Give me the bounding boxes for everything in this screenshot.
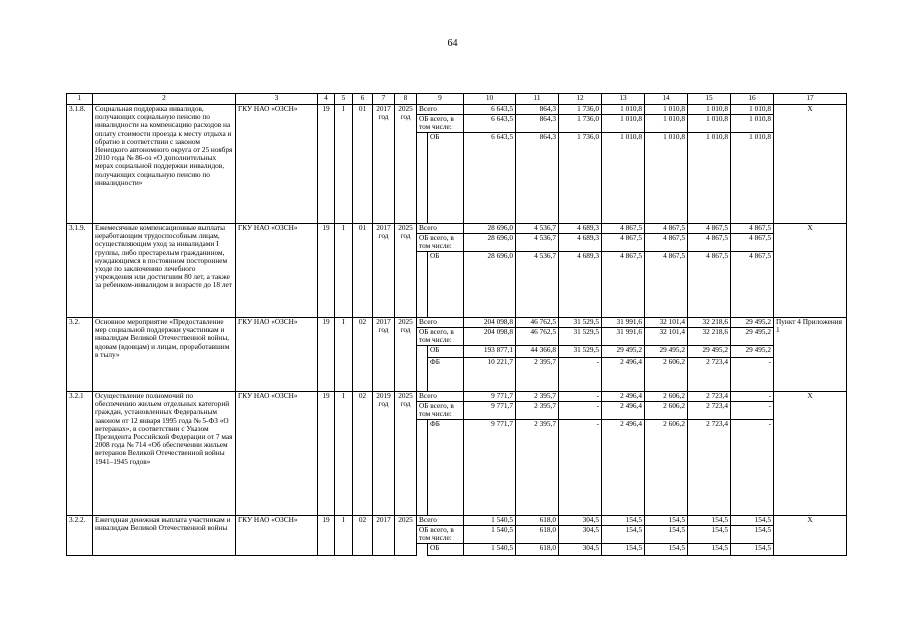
header-cell: 4	[318, 94, 335, 105]
amount-cell: 2 496,4	[602, 392, 645, 402]
amount-cell: 4 867,5	[731, 234, 774, 252]
funding-source-label: ОБ	[428, 346, 464, 358]
amount-cell: -	[731, 358, 774, 392]
code-cell: 19	[318, 516, 335, 556]
table-row	[67, 318, 847, 328]
page-number: 64	[447, 38, 458, 49]
amount-cell: 4 867,5	[645, 224, 688, 234]
code-cell: I	[335, 516, 353, 556]
reference-cell: Х	[774, 105, 847, 224]
header-cell: 15	[688, 94, 731, 105]
header-cell: 7	[373, 94, 395, 105]
row-number: 3.1.9.	[67, 224, 93, 318]
reference-cell: Х	[774, 392, 847, 516]
amount-cell: 618,0	[516, 526, 559, 544]
start-year: 2017 год	[373, 318, 395, 392]
measure-name: Ежемесячные компенсационные выплаты неработающим трудоспособным лицам, осуществляющим уход за инвалидами I группы, либо престарелым гражданином, нуждающимся в постоянном постороннем уходе по заключению лечебного учреждения или достигшим 80 лет, а также за ребенком-инвалидом в возрасте до 18 лет	[93, 224, 236, 318]
funding-source-label: ОБ всего, в том числе:	[417, 526, 464, 544]
amount-cell: 2 395,7	[516, 358, 559, 392]
executor: ГКУ НАО «ОЗСН»	[236, 224, 318, 318]
amount-cell: 1 010,8	[602, 133, 645, 224]
executor: ГКУ НАО «ОЗСН»	[236, 392, 318, 516]
funding-source-label: ОБ всего, в том числе:	[417, 328, 464, 346]
amount-cell: 618,0	[516, 516, 559, 526]
amount-cell: 304,5	[559, 544, 602, 556]
amount-cell: 154,5	[688, 544, 731, 556]
amount-cell: 154,5	[645, 544, 688, 556]
end-year: 2025 год	[395, 224, 417, 318]
amount-cell: 32 218,6	[688, 318, 731, 328]
executor: ГКУ НАО «ОЗСН»	[236, 318, 318, 392]
row-number: 3.2.1	[67, 392, 93, 516]
table-row	[67, 516, 847, 526]
amount-cell: 1 540,5	[464, 516, 516, 526]
end-year: 2025 год	[395, 318, 417, 392]
code-cell: 19	[318, 224, 335, 318]
amount-cell: 154,5	[731, 516, 774, 526]
amount-cell: 31 991,6	[602, 328, 645, 346]
amount-cell: 304,5	[559, 516, 602, 526]
table-row	[67, 105, 847, 115]
amount-cell: 6 643,5	[464, 105, 516, 115]
amount-cell: 4 536,7	[516, 252, 559, 318]
code-cell: I	[335, 392, 353, 516]
executor: ГКУ НАО «ОЗСН»	[236, 105, 318, 224]
header-cell: 14	[645, 94, 688, 105]
amount-cell: 4 536,7	[516, 234, 559, 252]
funding-source-label: Всего	[417, 516, 464, 526]
header-cell: 12	[559, 94, 602, 105]
amount-cell: 44 366,8	[516, 346, 559, 358]
amount-cell: 2 723,4	[688, 358, 731, 392]
amount-cell: 4 536,7	[516, 224, 559, 234]
code-cell: 02	[353, 318, 373, 392]
amount-cell: 32 101,4	[645, 318, 688, 328]
amount-cell: 1 010,8	[602, 105, 645, 115]
amount-cell: 154,5	[602, 544, 645, 556]
amount-cell: 1 010,8	[602, 115, 645, 133]
amount-cell: 1 010,8	[645, 115, 688, 133]
amount-cell: 28 696,0	[464, 234, 516, 252]
measure-name: Осуществление полномочий по обеспечению жильем отдельных категорий граждан, установленных Федеральным законом от 12 января 1995 года № 5-ФЗ «О ветеранах», в соответствии с Указом Президента Российской Федерации от 7 мая 2008 года № 714 «Об обеспечении жильем ветеранов Великой Отечественной войны 1941–1945 годов»	[93, 392, 236, 516]
amount-cell: 2 606,2	[645, 420, 688, 516]
amount-cell: 154,5	[731, 526, 774, 544]
funding-source-label: ОБ всего, в том числе:	[417, 234, 464, 252]
amount-cell: 31 529,5	[559, 328, 602, 346]
amount-cell: 31 991,6	[602, 318, 645, 328]
amount-cell: 2 606,2	[645, 358, 688, 392]
amount-cell: -	[731, 420, 774, 516]
funding-source-label: ОБ всего, в том числе:	[417, 402, 464, 420]
code-cell: I	[335, 224, 353, 318]
amount-cell: 4 867,5	[602, 234, 645, 252]
amount-cell: 154,5	[688, 526, 731, 544]
amount-cell: 1 736,0	[559, 105, 602, 115]
amount-cell: 1 010,8	[731, 115, 774, 133]
amount-cell: 32 101,4	[645, 328, 688, 346]
amount-cell: 864,3	[516, 115, 559, 133]
amount-cell: -	[731, 402, 774, 420]
amount-cell: 4 689,3	[559, 234, 602, 252]
header-cell: 11	[516, 94, 559, 105]
amount-cell: 2 606,2	[645, 392, 688, 402]
start-year: 2017 год	[373, 105, 395, 224]
reference-cell: Х	[774, 516, 847, 556]
indent-cell	[417, 544, 428, 556]
amount-cell: 154,5	[645, 516, 688, 526]
funding-source-label: ОБ	[428, 133, 464, 224]
header-cell: 6	[353, 94, 373, 105]
amount-cell: -	[559, 358, 602, 392]
amount-cell: 9 771,7	[464, 392, 516, 402]
amount-cell: 154,5	[602, 526, 645, 544]
executor: ГКУ НАО «ОЗСН»	[236, 516, 318, 556]
amount-cell: 28 696,0	[464, 252, 516, 318]
amount-cell: -	[731, 392, 774, 402]
table-row	[67, 392, 847, 402]
amount-cell: 204 098,8	[464, 328, 516, 346]
amount-cell: 4 867,5	[602, 224, 645, 234]
code-cell: 19	[318, 392, 335, 516]
row-number: 3.1.8.	[67, 105, 93, 224]
amount-cell: 6 643,5	[464, 133, 516, 224]
amount-cell: 1 010,8	[731, 105, 774, 115]
indent-cell	[417, 346, 428, 358]
amount-cell: 28 696,0	[464, 224, 516, 234]
amount-cell: 2 723,4	[688, 392, 731, 402]
amount-cell: 29 495,2	[645, 346, 688, 358]
amount-cell: 9 771,7	[464, 420, 516, 516]
header-cell: 17	[774, 94, 847, 105]
amount-cell: 154,5	[645, 526, 688, 544]
amount-cell: 10 221,7	[464, 358, 516, 392]
header-row	[67, 94, 847, 105]
row-number: 3.2.	[67, 318, 93, 392]
amount-cell: 4 867,5	[731, 224, 774, 234]
funding-source-label: ФБ	[428, 358, 464, 392]
amount-cell: 29 495,2	[731, 318, 774, 328]
row-number: 3.2.2.	[67, 516, 93, 556]
amount-cell: 4 867,5	[688, 234, 731, 252]
amount-cell: 29 495,2	[731, 346, 774, 358]
amount-cell: 154,5	[602, 516, 645, 526]
amount-cell: 4 867,5	[688, 252, 731, 318]
amount-cell: 1 010,8	[645, 105, 688, 115]
code-cell: 01	[353, 105, 373, 224]
amount-cell: 2 723,4	[688, 402, 731, 420]
amount-cell: 32 218,6	[688, 328, 731, 346]
amount-cell: 4 689,3	[559, 252, 602, 318]
amount-cell: 2 723,4	[688, 420, 731, 516]
amount-cell: 864,3	[516, 105, 559, 115]
code-cell: 02	[353, 392, 373, 516]
code-cell: 19	[318, 105, 335, 224]
header-cell: 9	[417, 94, 464, 105]
amount-cell: 1 010,8	[688, 115, 731, 133]
amount-cell: 6 643,5	[464, 115, 516, 133]
start-year: 2017 год	[373, 224, 395, 318]
amount-cell: 864,3	[516, 133, 559, 224]
header-cell: 5	[335, 94, 353, 105]
amount-cell: 1 540,5	[464, 526, 516, 544]
amount-cell: 2 496,4	[602, 358, 645, 392]
start-year: 2017	[373, 516, 395, 556]
end-year: 2025 год	[395, 392, 417, 516]
code-cell: 19	[318, 318, 335, 392]
end-year: 2025 год	[395, 105, 417, 224]
amount-cell: 4 867,5	[731, 252, 774, 318]
amount-cell: 2 395,7	[516, 402, 559, 420]
amount-cell: 1 736,0	[559, 115, 602, 133]
amount-cell: 4 867,5	[688, 224, 731, 234]
amount-cell: 4 689,3	[559, 224, 602, 234]
amount-cell: 29 495,2	[602, 346, 645, 358]
code-cell: I	[335, 105, 353, 224]
amount-cell: 1 736,0	[559, 133, 602, 224]
indent-cell	[417, 252, 428, 318]
header-cell: 16	[731, 94, 774, 105]
amount-cell: 46 762,5	[516, 328, 559, 346]
amount-cell: 154,5	[688, 516, 731, 526]
header-cell: 2	[93, 94, 236, 105]
measure-name: Ежегодная денежная выплата участникам и инвалидам Великой Отечественной войны	[93, 516, 236, 556]
amount-cell: -	[559, 392, 602, 402]
code-cell: 02	[353, 516, 373, 556]
amount-cell: 1 010,8	[688, 105, 731, 115]
amount-cell: 9 771,7	[464, 402, 516, 420]
indent-cell	[417, 358, 428, 392]
table-row	[67, 224, 847, 234]
amount-cell: -	[559, 420, 602, 516]
amount-cell: 2 606,2	[645, 402, 688, 420]
start-year: 2019 год	[373, 392, 395, 516]
amount-cell: 29 495,2	[688, 346, 731, 358]
amount-cell: 4 867,5	[645, 252, 688, 318]
funding-source-label: ФБ	[428, 420, 464, 516]
end-year: 2025	[395, 516, 417, 556]
amount-cell: 29 495,2	[731, 328, 774, 346]
funding-source-label: ОБ	[428, 252, 464, 318]
program-table	[66, 93, 847, 556]
amount-cell: 2 496,4	[602, 420, 645, 516]
header-cell: 3	[236, 94, 318, 105]
amount-cell: 154,5	[731, 544, 774, 556]
amount-cell: -	[559, 402, 602, 420]
header-cell: 13	[602, 94, 645, 105]
amount-cell: 1 010,8	[688, 133, 731, 224]
amount-cell: 618,0	[516, 544, 559, 556]
reference-cell: Х	[774, 224, 847, 318]
measure-name: Основное мероприятие «Предоставление мер социальной поддержки участникам и инвалидам Великой Отечественной войны, вдовам (вдовцам) и лицам, проработавшим в тылу»	[93, 318, 236, 392]
amount-cell: 31 529,5	[559, 318, 602, 328]
amount-cell: 4 867,5	[602, 252, 645, 318]
amount-cell: 1 010,8	[645, 133, 688, 224]
funding-source-label: ОБ	[428, 544, 464, 556]
header-cell: 8	[395, 94, 417, 105]
funding-source-label: Всего	[417, 392, 464, 402]
header-cell: 1	[67, 94, 93, 105]
code-cell: 01	[353, 224, 373, 318]
indent-cell	[417, 420, 428, 516]
header-cell: 10	[464, 94, 516, 105]
amount-cell: 204 098,8	[464, 318, 516, 328]
amount-cell: 31 529,5	[559, 346, 602, 358]
amount-cell: 1 540,5	[464, 544, 516, 556]
code-cell: I	[335, 318, 353, 392]
funding-source-label: ОБ всего, в том числе:	[417, 115, 464, 133]
amount-cell: 304,5	[559, 526, 602, 544]
funding-source-label: Всего	[417, 224, 464, 234]
amount-cell: 193 877,1	[464, 346, 516, 358]
amount-cell: 2 395,7	[516, 392, 559, 402]
funding-source-label: Всего	[417, 318, 464, 328]
reference-cell: Пункт 4 Приложения 1	[774, 318, 847, 392]
amount-cell: 4 867,5	[645, 234, 688, 252]
amount-cell: 2 496,4	[602, 402, 645, 420]
indent-cell	[417, 133, 428, 224]
measure-name: Социальная поддержка инвалидов, получающих социальную пенсию по инвалидности на компенсацию расходов на оплату стоимости проезда к месту отдыха и обратно в соответствии с законом Ненецкого автономного округа от 25 ноября 2010 года № 86-оз «О дополнительных мерах социальной поддержки инвалидов, получающих социальную пенсию по инвалидности»	[93, 105, 236, 224]
amount-cell: 2 395,7	[516, 420, 559, 516]
amount-cell: 1 010,8	[731, 133, 774, 224]
amount-cell: 46 762,5	[516, 318, 559, 328]
funding-source-label: Всего	[417, 105, 464, 115]
